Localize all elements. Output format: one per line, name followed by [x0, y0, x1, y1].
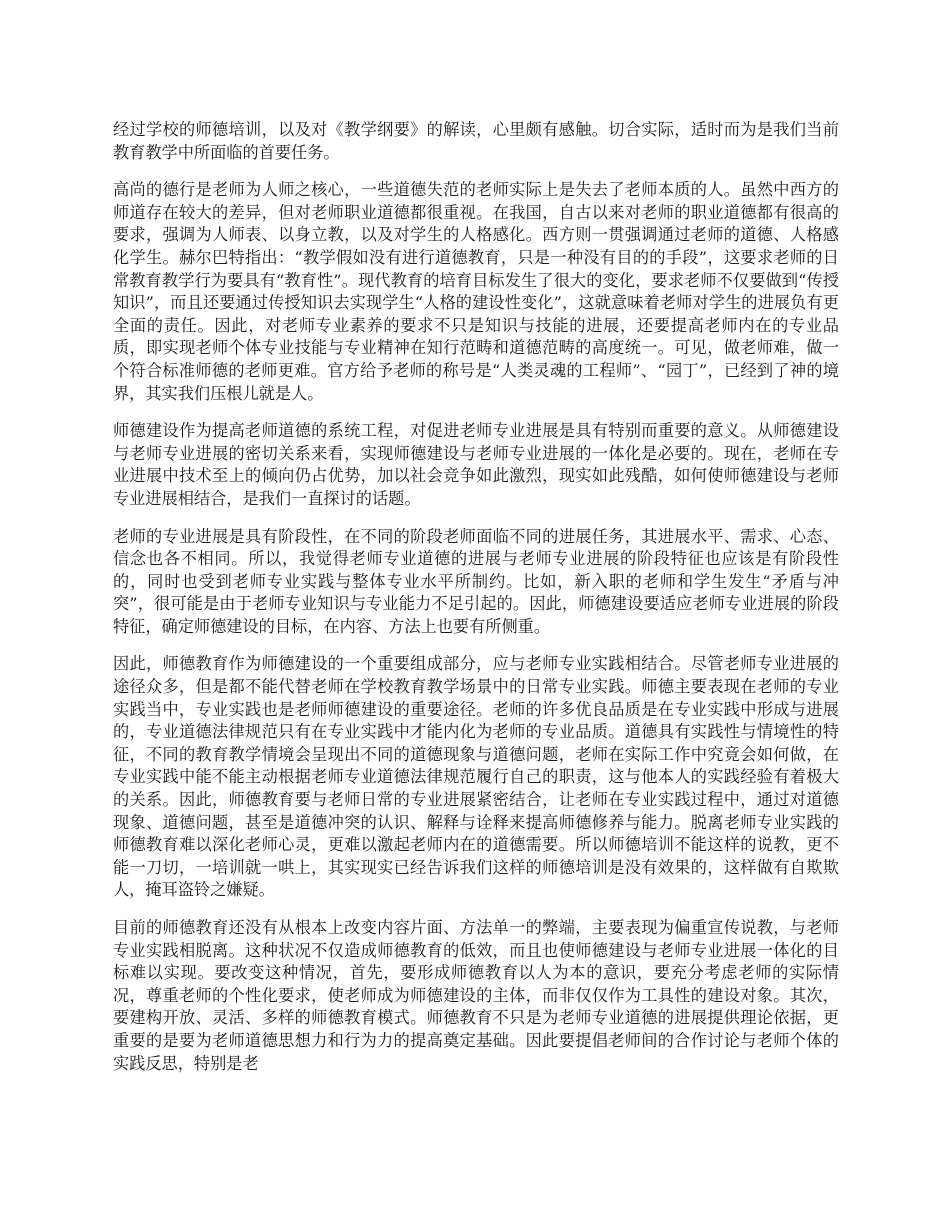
paragraph-4: 老师的专业进展是具有阶段性，在不同的阶段老师面临不同的进展任务，其进展水平、需求、心态、信念也各不相同。所以，我觉得老师专业道德的进展与老师专业进展的阶段特征也应该是有阶段性的，同时也受到老师专业实践与整体专业水平所制约。比如，新入职的老师和学生发生“矛盾与冲突”，很可能是由于老师专业知识与专业能力不足引起的。因此，师德建设要适应老师专业进展的阶段特征，确定师德建设的目标，在内容、方法上也要有所侧重。: [113, 526, 839, 636]
document-body: [113, 119, 839, 1090]
paragraph-6: 目前的师德教育还没有从根本上改变内容片面、方法单一的弊端，主要表现为偏重宣传说教，与老师专业实践相脱离。这种状况不仅造成师德教育的低效，而且也使师德建设与老师专业进展一体化的目标难以实现。要改变这种情况，首先，要形成师德教育以人为本的意识，要充分考虑老师的实际情况，尊重老师的个性化要求，使老师成为师德建设的主体，而非仅仅作为工具性的建设对象。其次，要建构开放、灵活、多样的师德教育模式。师德教育不只是为老师专业道德的进展提供理论依据，更重要的是要为老师道德思想力和行为力的提高奠定基础。因此要提倡老师间的合作讨论与老师个体的实践反思，特别是老: [113, 918, 839, 1073]
paragraph-3: 师德建设作为提高老师道德的系统工程，对促进老师专业进展是具有特别而重要的意义。从师德建设与老师专业进展的密切关系来看，实现师德建设与老师专业进展的一体化是必要的。现在，老师在专业进展中技术至上的倾向仍占优势，加以社会竞争如此激烈，现实如此残酷，如何使师德建设与老师专业进展相结合，是我们一直探讨的话题。: [113, 421, 839, 508]
paragraph-1: 经过学校的师德培训，以及对《教学纲要》的解读，心里颇有感触。切合实际，适时而为是我们当前教育教学中所面临的首要任务。: [113, 120, 839, 162]
paragraph-5: 因此，师德教育作为师德建设的一个重要组成部分，应与老师专业实践相结合。尽管老师专业进展的途径众多，但是都不能代替老师在学校教育教学场景中的日常专业实践。师德主要表现在老师的专业实践当中，专业实践也是老师师德建设的重要途径。老师的许多优良品质是在专业实践中形成与进展的，专业道德法律规范只有在专业实践中才能内化为老师的专业品质。道德具有实践性与情境性的特征，不同的教育教学情境会呈现出不同的道德现象与道德问题，老师在实际工作中究竟会如何做，在专业实践中能不能主动根据老师专业道德法律规范履行自己的职责，这与他本人的实践经验有着极大的关系。因此，师德教育要与老师日常的专业进展紧密结合，让老师在专业实践过程中，通过对道德现象、道德问题，甚至是道德冲突的认识、解释与诠释来提高师德修养与能力。脱离老师专业实践的师德教育难以深化老师心灵，更难以激起老师内在的道德需要。所以师德培训不能这样的说教，更不能一刀切，一培训就一哄上，其实现实已经告诉我们这样的师德培训是没有效果的，这样做有自欺欺人，掩耳盗铃之嫌疑。: [113, 654, 839, 900]
paragraph-2: 高尚的德行是老师为人师之核心，一些道德失范的老师实际上是失去了老师本质的人。虽然中西方的师道存在较大的差异，但对老师职业道德都很重视。在我国，自古以来对老师的职业道德都有很高的要求，强调为人师表、以身立教，以及对学生的人格感化。西方则一贯强调通过老师的道德、人格感化学生。赫尔巴特指出：“教学假如没有进行道德教育，只是一种没有目的的手段”，这要求老师的日常教育教学行为要具有“教育性”。现代教育的培育目标发生了很大的变化，要求老师不仅要做到“传授知识”，而且还要通过传授知识去实现学生“人格的建设性变化”，这就意味着老师对学生的进展负有更全面的责任。因此，对老师专业素养的要求不只是知识与技能的进展，还要提高老师内在的专业品质，即实现老师个体专业技能与专业精神在知行范畴和道德范畴的高度统一。可见，做老师难，做一个符合标准师德的老师更难。官方给予老师的称号是“人类灵魂的工程师”、“园丁”，已经到了神的境界，其实我们压根儿就是人。: [113, 180, 839, 403]
